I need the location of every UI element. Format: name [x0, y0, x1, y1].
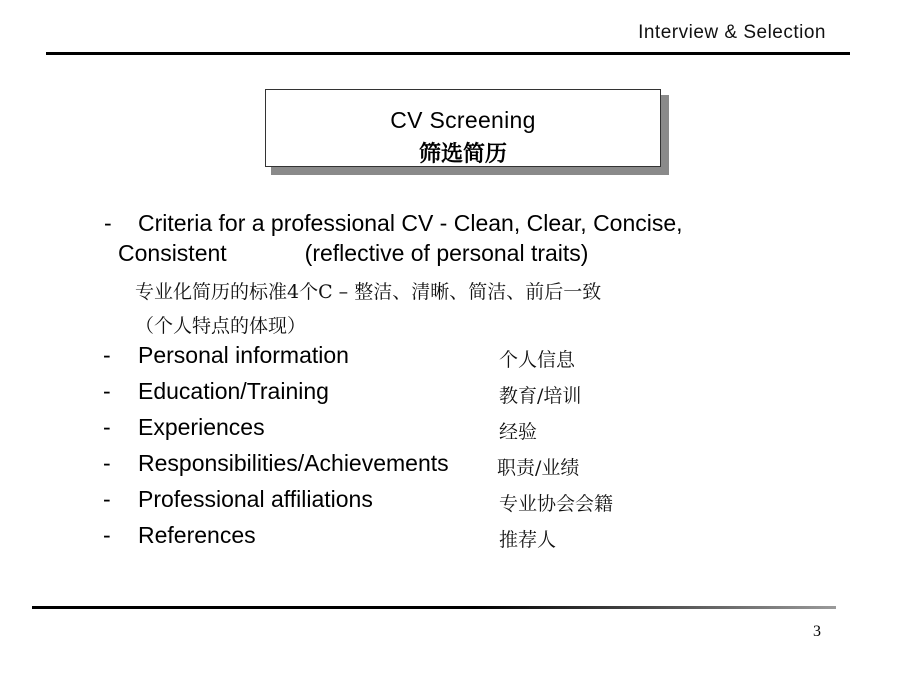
- list-item-english: Experiences: [138, 414, 265, 440]
- criteria-reflective: (reflective of personal traits): [304, 240, 589, 266]
- list-bullet: -: [103, 414, 111, 440]
- list-item-responsibilities-achievements: [103, 448, 803, 484]
- header-title: Interview & Selection: [638, 22, 826, 43]
- criteria-bullet: -: [104, 210, 112, 236]
- list-item-english: Education/Training: [138, 378, 329, 404]
- list-bullet: -: [103, 486, 111, 512]
- list-item-education-training: [103, 376, 803, 412]
- bottom-divider: [32, 606, 836, 609]
- list-bullet: -: [103, 522, 111, 548]
- top-divider: [46, 52, 850, 55]
- criteria-paragraph: [104, 208, 804, 268]
- list-bullet: -: [103, 450, 111, 476]
- slide-title-english: CV Screening: [390, 107, 536, 133]
- list-item-english: References: [138, 522, 256, 548]
- list-bullet: -: [103, 342, 111, 368]
- list-item-chinese: 职责/业绩: [497, 457, 580, 479]
- list-item-chinese: 教育/培训: [499, 385, 582, 407]
- list-item-english: Personal information: [138, 342, 349, 368]
- page-number: 3: [813, 623, 821, 640]
- list-bullet: -: [103, 378, 111, 404]
- list-item-experiences: [103, 412, 803, 448]
- list-item-chinese: 个人信息: [499, 349, 576, 371]
- list-item-chinese: 经验: [499, 421, 538, 443]
- slide-title-chinese: 筛选简历: [418, 142, 507, 167]
- list-item-english: Professional affiliations: [138, 486, 373, 512]
- criteria-line-2: [104, 238, 804, 268]
- title-box: [265, 89, 661, 167]
- list-item-chinese: 专业协会会籍: [499, 493, 614, 515]
- list-item-professional-affiliations: [103, 484, 803, 520]
- criteria-chinese-line-1: 专业化简历的标准4个C – 整洁、清晰、简洁、前后一致: [135, 281, 602, 303]
- list-item-personal-information: [103, 340, 803, 376]
- list-item-chinese: 推荐人: [499, 529, 557, 551]
- cv-sections-list: [103, 340, 803, 556]
- criteria-consistent: Consistent: [118, 240, 227, 266]
- criteria-chinese-line-2: （个人特点的体现）: [135, 315, 307, 337]
- list-item-references: [103, 520, 803, 556]
- criteria-line-1: Criteria for a professional CV - Clean, Clear, Concise,: [138, 210, 683, 236]
- list-item-english: Responsibilities/Achievements: [138, 450, 449, 476]
